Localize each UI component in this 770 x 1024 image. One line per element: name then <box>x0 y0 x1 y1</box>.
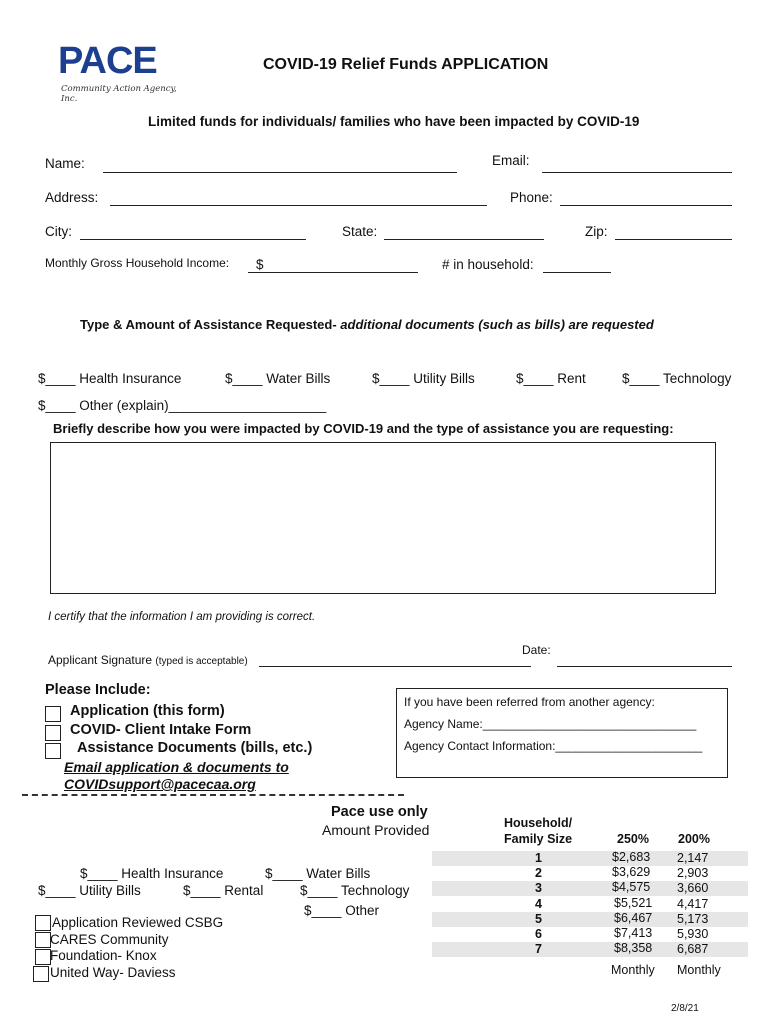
zip-label: Zip: <box>585 224 608 239</box>
p200-cell: 4,417 <box>677 897 709 911</box>
assist-utility-bills[interactable]: $____ Utility Bills <box>372 371 475 386</box>
signature-label-group <box>48 653 248 667</box>
footer-200-monthly: Monthly <box>677 963 721 977</box>
check-foundation-knox[interactable] <box>35 949 51 965</box>
agency-contact-field[interactable]: Agency Contact Information:______________________ <box>404 739 703 753</box>
table-header-family-size: Family Size <box>504 832 573 846</box>
assistance-heading-bold: Type & Amount of Assistance Requested- <box>80 317 337 332</box>
income-field[interactable] <box>248 272 418 273</box>
family-size-cell: 2 <box>535 866 542 880</box>
include-documents: Assistance Documents (bills, etc.) <box>77 740 313 756</box>
certify-statement: I certify that the information I am providing is correct. <box>48 611 316 623</box>
p200-cell: 5,173 <box>677 912 709 926</box>
family-size-cell: 6 <box>535 927 542 941</box>
check-united-way-daviess[interactable] <box>33 966 49 982</box>
office-health-insurance[interactable]: $____ Health Insurance <box>80 866 224 881</box>
logo-text: PACE <box>58 40 157 82</box>
table-header-household: Household/ <box>504 816 573 830</box>
state-field[interactable] <box>384 239 544 240</box>
email-field[interactable] <box>542 172 732 173</box>
please-include-heading: Please Include: <box>45 682 151 698</box>
pace-use-only-heading: Pace use only <box>331 804 428 820</box>
check-label-application-reviewed: Application Reviewed CSBG <box>52 915 224 930</box>
description-textarea[interactable] <box>50 442 716 594</box>
signature-label: Applicant Signature <box>48 653 153 667</box>
logo-subtitle: Community Action Agency, Inc. <box>61 84 177 104</box>
agency-name-field[interactable]: Agency Name:________________________________ <box>404 717 697 731</box>
date-label: Date: <box>522 643 551 657</box>
p250-cell: $3,629 <box>612 865 651 879</box>
zip-field[interactable] <box>615 239 732 240</box>
table-header-250: 250% <box>617 832 649 846</box>
family-size-cell: 5 <box>535 912 542 926</box>
footer-250-monthly: Monthly <box>611 963 655 977</box>
address-field[interactable] <box>110 205 487 206</box>
include-intake-form: COVID- Client Intake Form <box>70 722 252 738</box>
p200-cell: 2,147 <box>677 851 709 865</box>
p250-cell: $7,413 <box>614 926 653 940</box>
signature-field[interactable] <box>259 666 531 667</box>
name-label: Name: <box>45 156 85 171</box>
include-application: Application (this form) <box>70 703 225 719</box>
family-size-cell: 1 <box>535 851 542 865</box>
referral-question: If you have been referred from another agency: <box>404 695 655 709</box>
office-other[interactable]: $____ Other <box>304 903 380 918</box>
assistance-heading <box>80 317 654 332</box>
household-label: # in household: <box>442 257 534 272</box>
assist-other[interactable]: $____ Other (explain)_____________________ <box>38 398 327 413</box>
amount-provided-label: Amount Provided <box>322 822 430 838</box>
assist-health-insurance[interactable]: $____ Health Insurance <box>38 371 182 386</box>
assist-technology[interactable]: $____ Technology <box>622 371 732 386</box>
p200-cell: 2,903 <box>677 866 709 880</box>
office-water-bills[interactable]: $____ Water Bills <box>265 866 371 881</box>
p250-cell: $4,575 <box>612 880 651 894</box>
email-address-link[interactable]: COVIDsupport@pacecaa.org <box>64 776 256 792</box>
pace-logo <box>58 40 178 104</box>
include-checkbox-application[interactable] <box>45 706 61 722</box>
include-checkbox-documents[interactable] <box>45 743 61 759</box>
family-size-cell: 4 <box>535 897 542 911</box>
state-label: State: <box>342 224 378 239</box>
check-application-reviewed[interactable] <box>35 915 51 931</box>
check-label-foundation-knox: Foundation- Knox <box>50 948 157 963</box>
address-label: Address: <box>45 190 99 205</box>
income-label: Monthly Gross Household Income: <box>45 256 230 270</box>
assistance-heading-italic: additional documents (such as bills) are requested <box>336 317 654 332</box>
email-instruction: Email application & documents to <box>64 759 289 775</box>
date-field[interactable] <box>557 666 732 667</box>
household-field[interactable] <box>543 272 611 273</box>
office-rental[interactable]: $____ Rental <box>183 883 264 898</box>
office-technology[interactable]: $____ Technology <box>300 883 410 898</box>
city-label: City: <box>45 224 72 239</box>
assist-water-bills[interactable]: $____ Water Bills <box>225 371 331 386</box>
form-subtitle: Limited funds for individuals/ families who have been impacted by COVID-19 <box>148 114 640 129</box>
assist-rent[interactable]: $____ Rent <box>516 371 586 386</box>
check-label-united-way-daviess: United Way- Daviess <box>50 965 176 980</box>
p200-cell: 5,930 <box>677 927 709 941</box>
family-size-cell: 7 <box>535 942 542 956</box>
table-header-200: 200% <box>678 832 710 846</box>
phone-label: Phone: <box>510 190 553 205</box>
p250-cell: $5,521 <box>614 896 653 910</box>
income-dollar: $ <box>256 257 264 272</box>
family-size-cell: 3 <box>535 881 542 895</box>
email-label: Email: <box>492 153 530 168</box>
check-cares-community[interactable] <box>35 932 51 948</box>
check-label-cares-community: CARES Community <box>50 932 169 947</box>
p250-cell: $6,467 <box>614 911 653 925</box>
signature-note: (typed is acceptable) <box>155 656 248 667</box>
include-checkbox-intake[interactable] <box>45 725 61 741</box>
describe-prompt: Briefly describe how you were impacted by COVID-19 and the type of assistance you are requesting: <box>53 421 674 436</box>
p250-cell: $2,683 <box>612 850 651 864</box>
footer-date: 2/8/21 <box>671 1003 699 1014</box>
name-field[interactable] <box>103 172 457 173</box>
p200-cell: 6,687 <box>677 942 709 956</box>
p200-cell: 3,660 <box>677 881 709 895</box>
divider-dashed <box>22 794 404 796</box>
phone-field[interactable] <box>560 205 732 206</box>
city-field[interactable] <box>80 239 306 240</box>
form-title: COVID-19 Relief Funds APPLICATION <box>263 56 549 73</box>
p250-cell: $8,358 <box>614 941 653 955</box>
office-utility-bills[interactable]: $____ Utility Bills <box>38 883 141 898</box>
